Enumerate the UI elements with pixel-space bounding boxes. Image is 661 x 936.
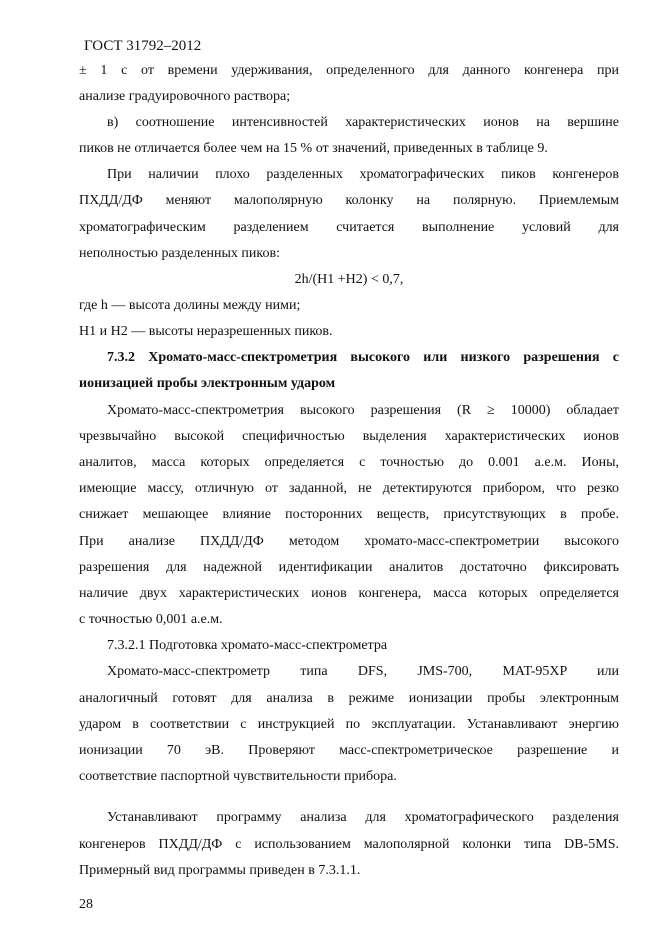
text-line: соответствие паспортной чувствительности прибора. <box>79 769 397 784</box>
text-line: разрешения для надежной идентификации аналитов достаточно фиксировать <box>79 560 619 575</box>
text-line: неполностью разделенных пиков: <box>79 246 281 261</box>
subsection-heading: 7.3.2.1 Подготовка хромато-масс-спектрометра <box>107 638 388 653</box>
text-line: ионизации 70 эВ. Проверяют масс-спектрометрическое разрешение и <box>79 743 619 758</box>
text-line: При анализе ПХДД/ДФ методом хромато-масс-спектрометрии высокого <box>79 534 619 549</box>
text-line: снижает мешающее влияние посторонних веществ, присутствующих в пробе. <box>79 507 619 522</box>
text-line: конгенеров ПХДД/ДФ с использованием малополярной колонки типа DB-5MS. <box>79 837 619 852</box>
text-line: с точностью 0,001 а.е.м. <box>79 612 223 627</box>
text-line: аналитов, масса которых определяется с точностью до 0.001 а.е.м. Ионы, <box>79 455 619 470</box>
text-line: Устанавливают программу анализа для хроматографического разделения <box>107 810 619 825</box>
section-heading: 7.3.2 Хромато-масс-спектрометрия высокого или низкого разрешения с <box>107 350 619 365</box>
text-line: Примерный вид программы приведен в 7.3.1.1. <box>79 863 361 878</box>
text-line: H1 и H2 — высоты неразрешенных пиков. <box>79 324 333 339</box>
text-line: ± 1 с от времени удерживания, определенного для данного конгенера при <box>79 63 619 78</box>
text-line: в) соотношение интенсивностей характеристических ионов на вершине <box>107 115 619 130</box>
text-line: анализе градуировочного раствора; <box>79 89 291 104</box>
text-line: чрезвычайно высокой специфичностью выделения характеристических ионов <box>79 429 619 444</box>
text-line: где h — высота долины между ними; <box>79 298 301 313</box>
document-header: ГОСТ 31792–2012 <box>84 38 202 54</box>
formula: 2h/(H1 +H2) < 0,7, <box>294 272 404 287</box>
text-line: ударом в соответствии с инструкцией по эксплуатации. Устанавливают энергию <box>79 717 619 732</box>
text-line: пиков не отличается более чем на 15 % от значений, приведенных в таблице 9. <box>79 141 548 156</box>
section-heading: ионизацией пробы электронным ударом <box>79 376 336 391</box>
text-line: аналогичный готовят для анализа в режиме ионизации пробы электронным <box>79 691 619 706</box>
text-line: имеющие массу, отличную от заданной, не детектируются прибором, что резко <box>79 481 619 496</box>
text-line: При наличии плохо разделенных хроматографических пиков конгенеров <box>107 167 619 182</box>
text-line: Хромато-масс-спектрометрия высокого разрешения (R ≥ 10000) обладает <box>107 403 619 418</box>
text-line: хроматографическим разделением считается выполнение условий для <box>79 220 619 235</box>
page-number: 28 <box>79 897 93 912</box>
text-line: ПХДД/ДФ меняют малополярную колонку на полярную. Приемлемым <box>79 193 619 208</box>
text-line: наличие двух характеристических ионов конгенера, масса которых определяется <box>79 586 619 601</box>
text-line: Хромато-масс-спектрометр типа DFS, JMS-700, MAT-95XP или <box>107 664 619 679</box>
